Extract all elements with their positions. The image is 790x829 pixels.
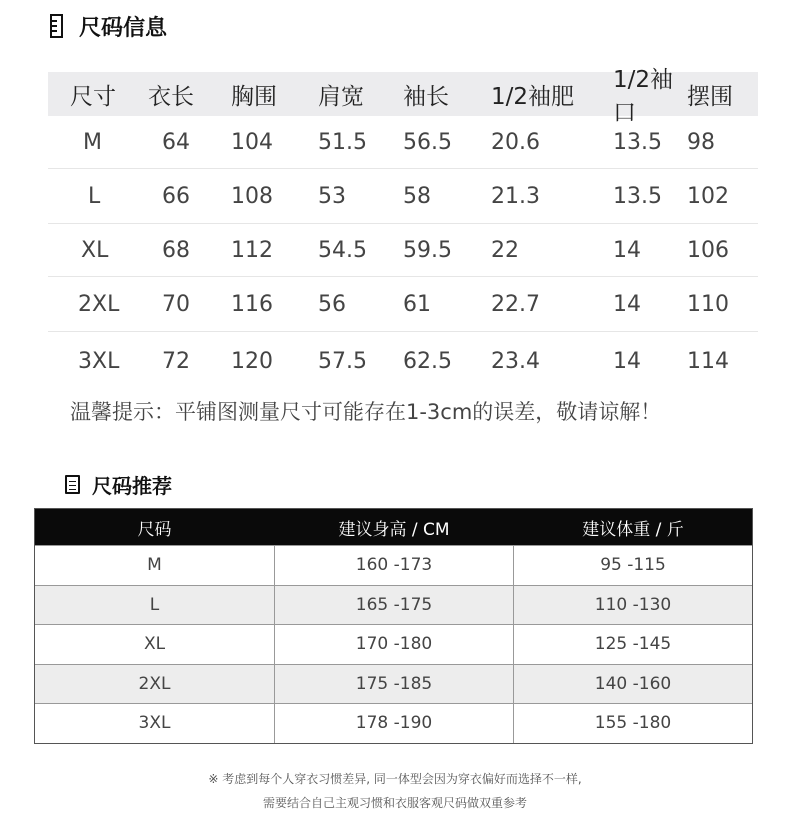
column-header: 尺码: [137, 519, 172, 540]
table-cell: 62.5: [403, 348, 452, 374]
column-header: 衣长: [148, 83, 194, 110]
table-cell: 61: [403, 291, 431, 317]
size-cell: M: [83, 129, 102, 155]
height-cell: 165 -175: [274, 586, 514, 625]
table-cell: 13.5: [613, 129, 662, 155]
column-header: 建议身高 / CM: [338, 519, 450, 540]
measurement-tip: 温馨提示：平铺图测量尺寸可能存在1-3cm的误差，敬请谅解！: [70, 400, 662, 424]
table-cell: 104: [231, 129, 273, 155]
size-info-header-row: [48, 67, 758, 126]
table-row: [35, 545, 752, 585]
table-cell: 53: [318, 183, 346, 209]
size-info-title: 尺码信息: [79, 15, 168, 41]
table-cell: 23.4: [491, 348, 540, 374]
table-cell: 58: [403, 183, 431, 209]
table-cell: 116: [231, 291, 273, 317]
table-row: [35, 624, 752, 664]
weight-cell: 95 -115: [600, 555, 666, 576]
table-cell: 68: [162, 237, 190, 263]
table-cell: 54.5: [318, 237, 367, 263]
height-cell: 170 -180: [274, 625, 514, 664]
height-cell: 160 -173: [274, 546, 514, 585]
table-cell: 70: [162, 291, 190, 317]
column-header: 1/2袖肥: [491, 83, 575, 110]
weight-cell: 155 -180: [594, 713, 672, 734]
table-cell: 106: [687, 237, 729, 263]
table-row: [35, 664, 752, 704]
size-cell: 3XL: [138, 713, 171, 734]
size-cell: M: [147, 555, 162, 576]
column-header: 1/2袖口: [613, 67, 674, 126]
table-cell: 112: [231, 237, 273, 263]
size-cell: L: [149, 594, 160, 615]
table-cell: 57.5: [318, 348, 367, 374]
table-cell: 66: [162, 183, 190, 209]
size-cell: 3XL: [78, 348, 120, 374]
height-cell: 178 -190: [274, 704, 514, 743]
table-cell: 14: [613, 237, 641, 263]
size-recommend-heading: [65, 466, 172, 502]
size-info-heading: [50, 8, 167, 44]
weight-cell: 140 -160: [594, 673, 672, 694]
table-cell: 72: [162, 348, 190, 374]
table-cell: 22: [491, 237, 519, 263]
size-recommend-table: [34, 508, 753, 744]
table-cell: 14: [613, 348, 641, 374]
table-cell: 14: [613, 291, 641, 317]
table-row: [35, 585, 752, 625]
table-cell: 114: [687, 348, 729, 374]
table-cell: 120: [231, 348, 273, 374]
table-row: [48, 277, 758, 332]
height-cell: 175 -185: [274, 665, 514, 704]
table-row: [48, 332, 758, 390]
table-row: [35, 703, 752, 743]
ruler-icon: [50, 14, 63, 38]
table-cell: 21.3: [491, 183, 540, 209]
size-cell: XL: [143, 634, 166, 655]
table-row: [48, 169, 758, 224]
footnote-line-1: ※ 考虑到每个人穿衣习惯差异, 同一体型会因为穿衣偏好而选择不一样,: [208, 772, 582, 786]
column-header: 尺寸: [70, 83, 116, 110]
table-cell: 56: [318, 291, 346, 317]
weight-cell: 125 -145: [594, 634, 672, 655]
column-header: 摆围: [687, 83, 733, 110]
column-header: 肩宽: [318, 83, 364, 110]
table-cell: 22.7: [491, 291, 540, 317]
table-cell: 108: [231, 183, 273, 209]
size-recommend-title: 尺码推荐: [92, 473, 172, 498]
size-cell: 2XL: [138, 673, 171, 694]
document-icon: [65, 475, 80, 494]
size-info-table: [48, 67, 758, 390]
table-cell: 13.5: [613, 183, 662, 209]
size-cell: 2XL: [78, 291, 120, 317]
column-header: 建议体重 / 斤: [582, 519, 684, 540]
table-cell: 51.5: [318, 129, 367, 155]
size-cell: XL: [81, 237, 109, 263]
table-cell: 59.5: [403, 237, 452, 263]
table-cell: 110: [687, 291, 729, 317]
table-cell: 20.6: [491, 129, 540, 155]
column-header: 袖长: [403, 83, 449, 110]
table-cell: 98: [687, 129, 715, 155]
size-cell: L: [88, 183, 101, 209]
recommend-header-row: [35, 509, 752, 545]
table-cell: 64: [162, 129, 190, 155]
table-row: [48, 224, 758, 277]
weight-cell: 110 -130: [594, 594, 672, 615]
column-header: 胸围: [231, 83, 277, 110]
footnote-line-2: 需要结合自己主观习惯和衣服客观尺码做双重参考: [262, 796, 527, 810]
table-cell: 102: [687, 183, 729, 209]
table-cell: 56.5: [403, 129, 452, 155]
